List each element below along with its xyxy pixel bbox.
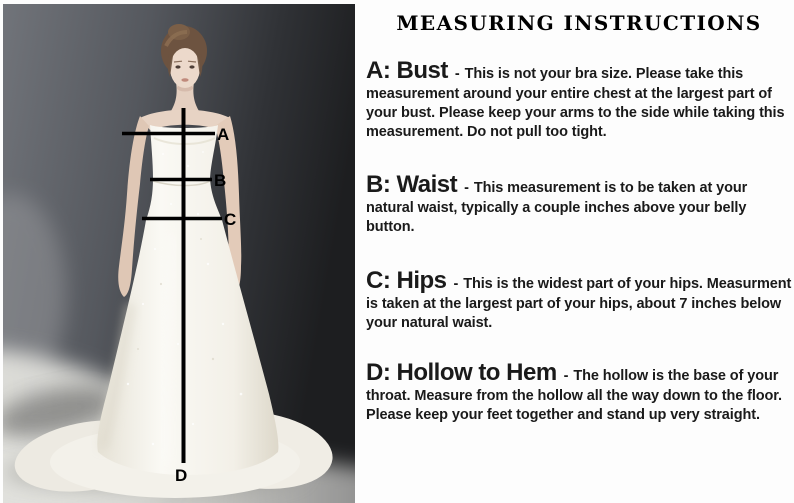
- section-hips-heading: C: Hips: [366, 267, 447, 294]
- hips-marker-label: C: [224, 210, 237, 229]
- dress-model-photo: [3, 4, 355, 503]
- section-waist-text: This measurement is to be taken at your natural waist, typically a couple inches above your belly button.: [366, 180, 748, 235]
- model-photo-illustration: [3, 4, 355, 503]
- heading-text-separator: -: [454, 66, 460, 82]
- section-hips-text: This is the widest part of your hips. Measurment is taken at the largest part of your hips, about 7 inches below your natural waist.: [366, 276, 792, 331]
- section-hollow-to-hem: [366, 359, 792, 425]
- heading-text-separator: -: [453, 276, 459, 292]
- section-bust-heading: A: Bust: [366, 57, 448, 84]
- section-hollow-to-hem-heading: D: Hollow to Hem: [366, 359, 557, 386]
- page-title: MEASURING INSTRUCTIONS: [396, 11, 762, 35]
- section-hollow-to-hem-text: The hollow is the base of your throat. Measure from the hollow all the way down to the floor. Please keep your feet together and stand up very straight.: [366, 368, 782, 423]
- heading-text-separator: -: [563, 368, 569, 384]
- heading-text-separator: -: [464, 180, 469, 196]
- section-hips: [366, 267, 792, 333]
- hollow-to-hem-marker-label: D: [175, 466, 188, 485]
- section-waist: [366, 171, 792, 237]
- section-bust-text: This is not your bra size. Please take this measurement around your entire chest at the largest part of your bust. Please keep your arms to the side while taking this measurement. Do not pull too tight.: [366, 66, 785, 140]
- waist-marker-label: B: [214, 171, 227, 190]
- section-waist-heading: B: Waist: [366, 171, 458, 198]
- section-bust: [366, 57, 792, 142]
- bust-marker-label: A: [217, 125, 230, 144]
- instructions-panel: [355, 0, 794, 503]
